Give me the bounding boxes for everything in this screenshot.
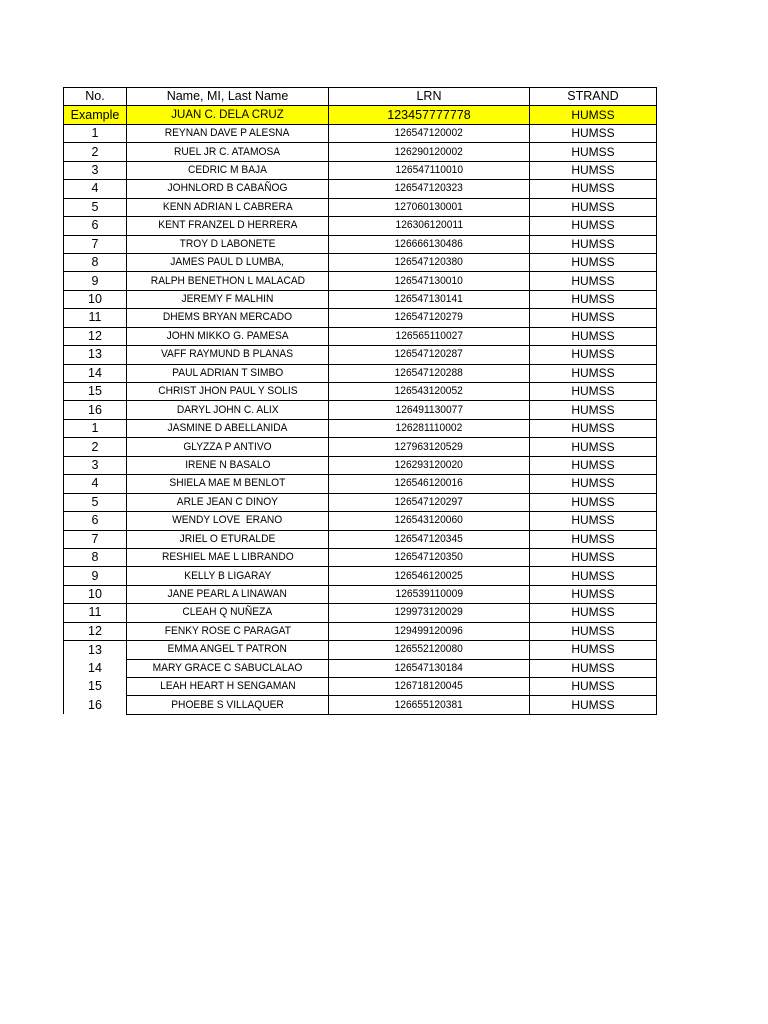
strand-cell: HUMSS bbox=[530, 659, 657, 677]
table-row bbox=[64, 253, 657, 271]
student-name: JASMINE D ABELLANIDA bbox=[167, 422, 288, 435]
strand-cell: HUMSS bbox=[530, 309, 657, 327]
student-name: JRIEL O ETURALDE bbox=[179, 532, 276, 545]
row-number-cell: 1 bbox=[64, 124, 127, 142]
strand-cell: HUMSS bbox=[530, 493, 657, 511]
student-name-cell bbox=[127, 567, 329, 585]
student-name: TROY D LABONETE bbox=[179, 237, 276, 250]
student-roster-table bbox=[63, 87, 657, 715]
lrn-value: 126543120052 bbox=[394, 385, 464, 398]
lrn-value: 126290120002 bbox=[394, 145, 464, 158]
student-name: KENT FRANZEL D HERRERA bbox=[157, 219, 298, 232]
lrn-value: 126306120011 bbox=[395, 219, 463, 232]
lrn-value: 127060130001 bbox=[394, 200, 464, 213]
strand-cell: HUMSS bbox=[530, 475, 657, 493]
table-row bbox=[64, 346, 657, 364]
strand-cell: HUMSS bbox=[530, 364, 657, 382]
student-name-cell bbox=[127, 180, 329, 198]
lrn-value: 126547120287 bbox=[394, 348, 464, 361]
lrn-value: 126547120288 bbox=[394, 366, 464, 379]
lrn-cell bbox=[329, 512, 530, 530]
student-name: CLEAH Q NUÑEZA bbox=[182, 606, 273, 619]
student-name: JOHN MIKKO G. PAMESA bbox=[166, 329, 289, 342]
row-number-cell: 14 bbox=[64, 659, 127, 677]
table-row bbox=[64, 530, 657, 548]
row-number-cell: 14 bbox=[64, 364, 127, 382]
row-number-cell: 2 bbox=[64, 143, 127, 161]
lrn-value: 126546120025 bbox=[394, 569, 464, 582]
student-name: PAUL ADRIAN T SIMBO bbox=[171, 366, 284, 379]
lrn-value: 126547130010 bbox=[394, 274, 464, 287]
student-name: KENN ADRIAN L CABRERA bbox=[162, 200, 293, 213]
student-name-cell bbox=[127, 124, 329, 142]
example-lrn-cell: 123457777778 bbox=[329, 106, 530, 124]
lrn-cell bbox=[329, 401, 530, 419]
student-name: JANE PEARL A LINAWAN bbox=[167, 588, 288, 601]
table-row bbox=[64, 419, 657, 437]
strand-cell: HUMSS bbox=[530, 567, 657, 585]
row-number-cell: 3 bbox=[64, 161, 127, 179]
row-number-cell: 11 bbox=[64, 604, 127, 622]
strand-cell: HUMSS bbox=[530, 253, 657, 271]
table-row bbox=[64, 567, 657, 585]
row-number-cell: 9 bbox=[64, 567, 127, 585]
student-name-cell bbox=[127, 604, 329, 622]
strand-cell: HUMSS bbox=[530, 198, 657, 216]
strand-cell: HUMSS bbox=[530, 530, 657, 548]
student-name-cell bbox=[127, 493, 329, 511]
student-name: EMMA ANGEL T PATRON bbox=[167, 643, 288, 656]
student-name-cell bbox=[127, 456, 329, 474]
roster-body bbox=[64, 124, 657, 714]
table-row bbox=[64, 475, 657, 493]
student-name-cell bbox=[127, 383, 329, 401]
strand-cell: HUMSS bbox=[530, 401, 657, 419]
lrn-value: 126281110002 bbox=[395, 422, 463, 435]
table-row bbox=[64, 512, 657, 530]
student-name-cell bbox=[127, 235, 329, 253]
lrn-value: 129499120096 bbox=[394, 624, 464, 637]
lrn-value: 126547120279 bbox=[394, 311, 464, 324]
lrn-cell bbox=[329, 198, 530, 216]
strand-cell: HUMSS bbox=[530, 622, 657, 640]
lrn-value: 126547130184 bbox=[394, 661, 464, 674]
student-name: WENDY LOVE ERANO bbox=[172, 514, 283, 527]
lrn-cell bbox=[329, 161, 530, 179]
lrn-cell bbox=[329, 530, 530, 548]
student-name: LEAH HEART H SENGAMAN bbox=[159, 680, 296, 693]
student-name: CHRIST JHON PAUL Y SOLIS bbox=[157, 385, 298, 398]
table-row bbox=[64, 493, 657, 511]
student-name: RUEL JR C. ATAMOSA bbox=[174, 145, 281, 158]
lrn-value: 126547120350 bbox=[394, 551, 464, 564]
lrn-cell bbox=[329, 696, 530, 714]
row-number-cell: 1 bbox=[64, 419, 127, 437]
header-name: Name, MI, Last Name bbox=[127, 88, 329, 106]
student-name-cell bbox=[127, 272, 329, 290]
student-name: DARYL JOHN C. ALIX bbox=[176, 403, 279, 416]
lrn-value: 126547110010 bbox=[395, 163, 463, 176]
lrn-value: 126666130486 bbox=[394, 237, 464, 250]
lrn-cell bbox=[329, 180, 530, 198]
table-row bbox=[64, 438, 657, 456]
row-number-cell: 8 bbox=[64, 548, 127, 566]
student-name-cell bbox=[127, 548, 329, 566]
lrn-value: 126547120345 bbox=[394, 532, 464, 545]
lrn-cell bbox=[329, 253, 530, 271]
row-number-cell: 2 bbox=[64, 438, 127, 456]
student-name-cell bbox=[127, 217, 329, 235]
lrn-cell bbox=[329, 475, 530, 493]
table-row bbox=[64, 678, 657, 696]
table-row bbox=[64, 641, 657, 659]
lrn-cell bbox=[329, 364, 530, 382]
row-number-cell: 12 bbox=[64, 327, 127, 345]
lrn-value: 126655120381 bbox=[394, 698, 464, 711]
lrn-cell bbox=[329, 493, 530, 511]
student-name-cell bbox=[127, 327, 329, 345]
table-row bbox=[64, 143, 657, 161]
lrn-value: 129973120029 bbox=[394, 606, 464, 619]
lrn-value: 126547130141 bbox=[394, 293, 464, 306]
table-row bbox=[64, 401, 657, 419]
strand-cell: HUMSS bbox=[530, 143, 657, 161]
header-row bbox=[64, 88, 657, 106]
table-row bbox=[64, 327, 657, 345]
lrn-cell bbox=[329, 143, 530, 161]
lrn-cell bbox=[329, 235, 530, 253]
row-number-cell: 10 bbox=[64, 585, 127, 603]
row-number-cell: 7 bbox=[64, 530, 127, 548]
lrn-cell bbox=[329, 622, 530, 640]
lrn-cell bbox=[329, 641, 530, 659]
student-name-cell bbox=[127, 512, 329, 530]
table-row bbox=[64, 290, 657, 308]
student-name: MARY GRACE C SABUCLALAO bbox=[152, 661, 303, 674]
table-row bbox=[64, 383, 657, 401]
lrn-value: 126491130077 bbox=[395, 403, 463, 416]
table-row bbox=[64, 235, 657, 253]
header-strand: STRAND bbox=[530, 88, 657, 106]
student-name-cell bbox=[127, 696, 329, 714]
table-row bbox=[64, 198, 657, 216]
row-number-cell: 15 bbox=[64, 383, 127, 401]
student-name-cell bbox=[127, 364, 329, 382]
row-number-cell: 11 bbox=[64, 309, 127, 327]
strand-cell: HUMSS bbox=[530, 456, 657, 474]
student-name: PHOEBE S VILLAQUER bbox=[171, 698, 284, 711]
student-name-cell bbox=[127, 290, 329, 308]
lrn-value: 126546120016 bbox=[394, 477, 464, 490]
row-number-cell: 16 bbox=[64, 696, 127, 714]
student-name-cell bbox=[127, 161, 329, 179]
strand-cell: HUMSS bbox=[530, 512, 657, 530]
lrn-cell bbox=[329, 438, 530, 456]
lrn-cell bbox=[329, 659, 530, 677]
lrn-cell bbox=[329, 678, 530, 696]
example-strand-cell: HUMSS bbox=[530, 106, 657, 124]
table-header bbox=[64, 88, 657, 106]
row-number-cell: 3 bbox=[64, 456, 127, 474]
lrn-value: 126565110027 bbox=[395, 329, 463, 342]
strand-cell: HUMSS bbox=[530, 180, 657, 198]
row-number-cell: 7 bbox=[64, 235, 127, 253]
table-row bbox=[64, 217, 657, 235]
example-row bbox=[64, 106, 657, 124]
row-number-cell: 13 bbox=[64, 346, 127, 364]
lrn-cell bbox=[329, 327, 530, 345]
example-name-cell: JUAN C. DELA CRUZ bbox=[127, 106, 329, 124]
student-name-cell bbox=[127, 678, 329, 696]
lrn-cell bbox=[329, 585, 530, 603]
table-row bbox=[64, 124, 657, 142]
row-number-cell: 8 bbox=[64, 253, 127, 271]
table-row bbox=[64, 456, 657, 474]
strand-cell: HUMSS bbox=[530, 327, 657, 345]
row-number-cell: 4 bbox=[64, 180, 127, 198]
lrn-value: 126547120323 bbox=[394, 182, 464, 195]
table-row bbox=[64, 696, 657, 714]
lrn-cell bbox=[329, 456, 530, 474]
lrn-cell bbox=[329, 290, 530, 308]
table-row bbox=[64, 622, 657, 640]
lrn-cell bbox=[329, 217, 530, 235]
strand-cell: HUMSS bbox=[530, 438, 657, 456]
student-name: JOHNLORD B CABAÑOG bbox=[167, 182, 288, 195]
student-name: RALPH BENETHON L MALACAD bbox=[150, 274, 305, 287]
header-no: No. bbox=[64, 88, 127, 106]
lrn-value: 126547120380 bbox=[394, 256, 464, 269]
row-number-cell: 12 bbox=[64, 622, 127, 640]
student-name-cell bbox=[127, 585, 329, 603]
student-name: FENKY ROSE C PARAGAT bbox=[164, 624, 291, 637]
strand-cell: HUMSS bbox=[530, 641, 657, 659]
student-name: CEDRIC M BAJA bbox=[187, 163, 268, 176]
strand-cell: HUMSS bbox=[530, 604, 657, 622]
lrn-cell bbox=[329, 346, 530, 364]
student-name: DHEMS BRYAN MERCADO bbox=[162, 311, 293, 324]
lrn-cell bbox=[329, 548, 530, 566]
student-name: REYNAN DAVE P ALESNA bbox=[165, 127, 290, 140]
student-name: ARLE JEAN C DINOY bbox=[176, 495, 279, 508]
student-name: IRENE N BASALO bbox=[184, 458, 271, 471]
table-row bbox=[64, 364, 657, 382]
student-name-cell bbox=[127, 309, 329, 327]
lrn-value: 126539110009 bbox=[395, 588, 463, 601]
example-no-cell: Example bbox=[64, 106, 127, 124]
student-name-cell bbox=[127, 346, 329, 364]
row-number-cell: 15 bbox=[64, 678, 127, 696]
lrn-value: 126293120020 bbox=[394, 458, 464, 471]
student-name: KELLY B LIGARAY bbox=[183, 569, 272, 582]
strand-cell: HUMSS bbox=[530, 419, 657, 437]
lrn-cell bbox=[329, 383, 530, 401]
lrn-value: 126543120060 bbox=[394, 514, 464, 527]
row-number-cell: 16 bbox=[64, 401, 127, 419]
lrn-value: 126552120080 bbox=[394, 643, 464, 656]
strand-cell: HUMSS bbox=[530, 696, 657, 714]
row-number-cell: 6 bbox=[64, 217, 127, 235]
strand-cell: HUMSS bbox=[530, 235, 657, 253]
table-row bbox=[64, 309, 657, 327]
student-name: VAFF RAYMUND B PLANAS bbox=[161, 348, 294, 361]
student-name-cell bbox=[127, 530, 329, 548]
student-name-cell bbox=[127, 143, 329, 161]
lrn-cell bbox=[329, 124, 530, 142]
lrn-cell bbox=[329, 567, 530, 585]
student-name-cell bbox=[127, 253, 329, 271]
student-name: JAMES PAUL D LUMBA, bbox=[170, 256, 285, 269]
table-row bbox=[64, 272, 657, 290]
strand-cell: HUMSS bbox=[530, 585, 657, 603]
strand-cell: HUMSS bbox=[530, 383, 657, 401]
row-number-cell: 5 bbox=[64, 493, 127, 511]
student-name-cell bbox=[127, 475, 329, 493]
student-name-cell bbox=[127, 401, 329, 419]
student-name-cell bbox=[127, 641, 329, 659]
student-name-cell bbox=[127, 198, 329, 216]
student-name-cell bbox=[127, 622, 329, 640]
table-row bbox=[64, 604, 657, 622]
row-number-cell: 6 bbox=[64, 512, 127, 530]
lrn-value: 127963120529 bbox=[394, 440, 464, 453]
lrn-value: 126547120002 bbox=[394, 127, 464, 140]
row-number-cell: 5 bbox=[64, 198, 127, 216]
row-number-cell: 4 bbox=[64, 475, 127, 493]
strand-cell: HUMSS bbox=[530, 290, 657, 308]
row-number-cell: 10 bbox=[64, 290, 127, 308]
student-name: GLYZZA P ANTIVO bbox=[183, 440, 272, 453]
table-row bbox=[64, 180, 657, 198]
lrn-value: 126718120045 bbox=[394, 680, 464, 693]
table-row bbox=[64, 548, 657, 566]
strand-cell: HUMSS bbox=[530, 272, 657, 290]
lrn-cell bbox=[329, 309, 530, 327]
lrn-cell bbox=[329, 604, 530, 622]
student-name: SHIELA MAE M BENLOT bbox=[169, 477, 286, 490]
table-row bbox=[64, 161, 657, 179]
strand-cell: HUMSS bbox=[530, 548, 657, 566]
table-row bbox=[64, 585, 657, 603]
strand-cell: HUMSS bbox=[530, 217, 657, 235]
student-name: JEREMY F MALHIN bbox=[181, 293, 274, 306]
header-lrn: LRN bbox=[329, 88, 530, 106]
lrn-value: 126547120297 bbox=[394, 495, 464, 508]
row-number-cell: 9 bbox=[64, 272, 127, 290]
student-name: RESHIEL MAE L LIBRANDO bbox=[161, 551, 294, 564]
lrn-cell bbox=[329, 272, 530, 290]
strand-cell: HUMSS bbox=[530, 161, 657, 179]
table-row bbox=[64, 659, 657, 677]
student-name-cell bbox=[127, 419, 329, 437]
strand-cell: HUMSS bbox=[530, 346, 657, 364]
strand-cell: HUMSS bbox=[530, 124, 657, 142]
student-name-cell bbox=[127, 659, 329, 677]
student-name-cell bbox=[127, 438, 329, 456]
example-section bbox=[64, 106, 657, 124]
lrn-cell bbox=[329, 419, 530, 437]
row-number-cell: 13 bbox=[64, 641, 127, 659]
strand-cell: HUMSS bbox=[530, 678, 657, 696]
